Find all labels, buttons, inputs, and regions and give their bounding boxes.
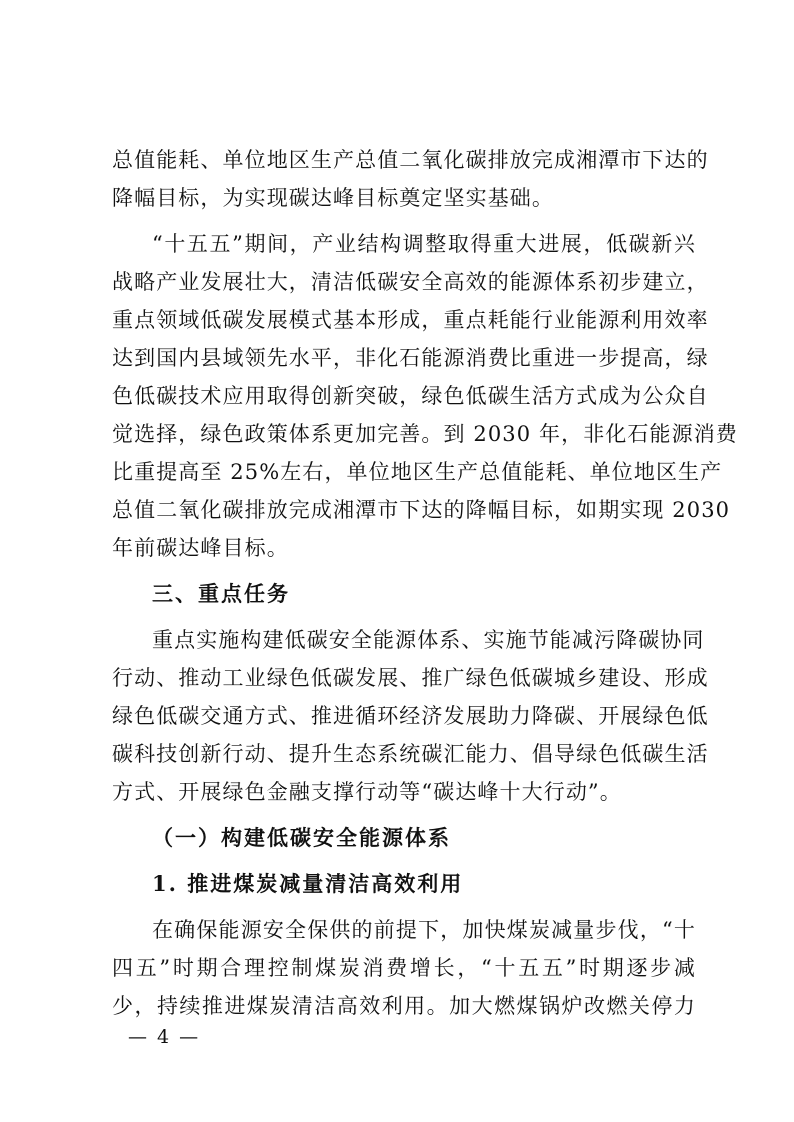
paragraph-line: 重点实施构建低碳安全能源体系、实施节能减污降碳协同: [152, 628, 705, 652]
paragraph-line: 在确保能源安全保供的前提下，加快煤炭减量步伐，“十: [152, 918, 696, 942]
paragraph-line: 碳科技创新行动、提升生态系统碳汇能力、倡导绿色低碳生活: [112, 742, 709, 766]
subsection-heading: （一）构建低碳安全能源体系: [152, 825, 451, 850]
paragraph-line: 重点领域低碳发展模式基本形成，重点耗能行业能源利用效率: [112, 308, 709, 332]
paragraph-line: 总值二氧化碳排放完成湘潭市下达的降幅目标，如期实现 2030: [112, 498, 731, 522]
paragraph-line: 达到国内县域领先水平，非化石能源消费比重进一步提高，绿: [112, 346, 709, 370]
paragraph-line: 觉选择，绿色政策体系更加完善。到 2030 年，非化石能源消费: [112, 422, 738, 446]
paragraph-line: 降幅目标，为实现碳达峰目标奠定坚实基础。: [112, 186, 554, 210]
item-heading: 1. 推进煤炭减量清洁高效利用: [152, 871, 464, 896]
paragraph-line: 行动、推动工业绿色低碳发展、推广绿色低碳城乡建设、形成: [112, 666, 709, 690]
paragraph-line: 少，持续推进煤炭清洁高效利用。加大燃煤锅炉改燃关停力: [112, 994, 696, 1018]
paragraph-line: 四五”时期合理控制煤炭消费增长，“十五五”时期逐步减: [112, 956, 696, 980]
paragraph-line: 色低碳技术应用取得创新突破，绿色低碳生活方式成为公众自: [112, 384, 709, 408]
page-number: — 4 —: [128, 1026, 201, 1048]
paragraph-line: 绿色低碳交通方式、推进循环经济发展助力降碳、开展绿色低: [112, 704, 709, 728]
paragraph-line: 方式、开展绿色金融支撑行动等“碳达峰十大行动”。: [112, 780, 622, 804]
paragraph-line: 总值能耗、单位地区生产总值二氧化碳排放完成湘潭市下达的: [112, 148, 709, 172]
paragraph-line: 比重提高至 25%左右，单位地区生产总值能耗、单位地区生产: [112, 460, 723, 484]
section-heading: 三、重点任务: [152, 581, 290, 606]
paragraph-line: 战略产业发展壮大，清洁低碳安全高效的能源体系初步建立，: [112, 270, 709, 294]
paragraph-line: “十五五”期间，产业结构调整取得重大进展，低碳新兴: [152, 232, 696, 256]
paragraph-line: 年前碳达峰目标。: [112, 536, 289, 560]
